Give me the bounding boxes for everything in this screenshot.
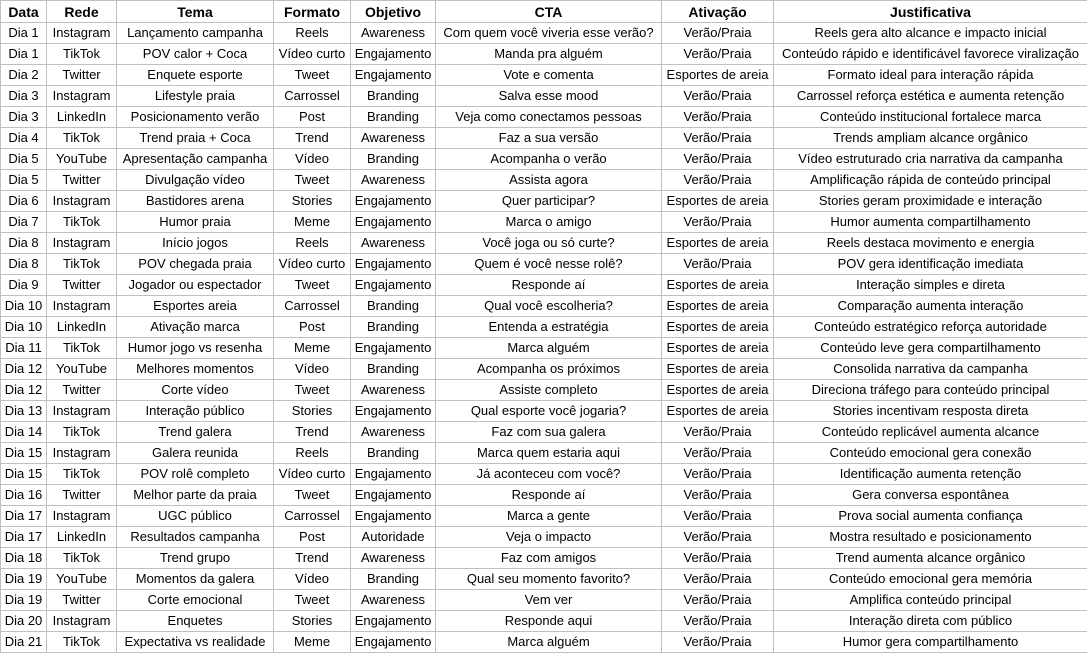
cell-rede[interactable]: YouTube xyxy=(47,149,117,170)
table-row xyxy=(1,191,1087,212)
cell-objetivo[interactable]: Autoridade xyxy=(351,527,436,548)
cell-formato[interactable]: Reels xyxy=(274,233,351,254)
cell-rede[interactable]: TikTok xyxy=(47,632,117,653)
cell-rede[interactable]: Instagram xyxy=(47,86,117,107)
cell-tema[interactable]: Trend praia + Coca xyxy=(117,128,274,149)
cell-cta[interactable]: Acompanha o verão xyxy=(436,149,662,170)
cell-cta[interactable]: Acompanha os próximos xyxy=(436,359,662,380)
table-row xyxy=(1,149,1087,170)
cell-ativacao[interactable]: Verão/Praia xyxy=(662,527,774,548)
cell-formato[interactable]: Vídeo xyxy=(274,149,351,170)
cell-tema[interactable]: Interação público xyxy=(117,401,274,422)
cell-data[interactable]: Dia 1 xyxy=(1,44,47,65)
table-row xyxy=(1,443,1087,464)
cell-formato[interactable]: Trend xyxy=(274,422,351,443)
table-row xyxy=(1,212,1087,233)
cell-rede[interactable]: Twitter xyxy=(47,65,117,86)
cell-data[interactable]: Dia 3 xyxy=(1,86,47,107)
cell-data[interactable]: Dia 15 xyxy=(1,443,47,464)
table-row xyxy=(1,611,1087,632)
cell-cta[interactable]: Marca alguém xyxy=(436,632,662,653)
cell-justificativa[interactable]: Mostra resultado e posicionamento xyxy=(774,527,1087,548)
cell-objetivo[interactable]: Engajamento xyxy=(351,254,436,275)
cell-data[interactable]: Dia 18 xyxy=(1,548,47,569)
cell-formato[interactable]: Vídeo curto xyxy=(274,464,351,485)
table-row xyxy=(1,128,1087,149)
cell-cta[interactable]: Quer participar? xyxy=(436,191,662,212)
header-formato: Formato xyxy=(274,1,351,23)
cell-tema[interactable]: POV chegada praia xyxy=(117,254,274,275)
cell-ativacao[interactable]: Verão/Praia xyxy=(662,611,774,632)
cell-justificativa[interactable]: Humor aumenta compartilhamento xyxy=(774,212,1087,233)
cell-objetivo[interactable]: Engajamento xyxy=(351,401,436,422)
cell-justificativa[interactable]: Humor gera compartilhamento xyxy=(774,632,1087,653)
cell-justificativa[interactable]: Carrossel reforça estética e aumenta retenção xyxy=(774,86,1087,107)
cell-justificativa[interactable]: Vídeo estruturado cria narrativa da campanha xyxy=(774,149,1087,170)
cell-objetivo[interactable]: Branding xyxy=(351,569,436,590)
cell-data[interactable]: Dia 3 xyxy=(1,107,47,128)
header-justificativa: Justificativa xyxy=(774,1,1087,23)
cell-justificativa[interactable]: Conteúdo emocional gera memória xyxy=(774,569,1087,590)
cell-objetivo[interactable]: Awareness xyxy=(351,170,436,191)
cell-data[interactable]: Dia 17 xyxy=(1,527,47,548)
cell-formato[interactable]: Vídeo xyxy=(274,359,351,380)
cell-objetivo[interactable]: Engajamento xyxy=(351,65,436,86)
cell-tema[interactable]: Corte vídeo xyxy=(117,380,274,401)
cell-cta[interactable]: Qual você escolheria? xyxy=(436,296,662,317)
cell-cta[interactable]: Qual seu momento favorito? xyxy=(436,569,662,590)
cell-objetivo[interactable]: Awareness xyxy=(351,380,436,401)
table-row xyxy=(1,422,1087,443)
cell-ativacao[interactable]: Esportes de areia xyxy=(662,65,774,86)
cell-data[interactable]: Dia 2 xyxy=(1,65,47,86)
cell-tema[interactable]: Enquete esporte xyxy=(117,65,274,86)
cell-data[interactable]: Dia 5 xyxy=(1,149,47,170)
cell-rede[interactable]: Twitter xyxy=(47,170,117,191)
cell-cta[interactable]: Veja como conectamos pessoas xyxy=(436,107,662,128)
cell-formato[interactable]: Meme xyxy=(274,212,351,233)
cell-rede[interactable]: Instagram xyxy=(47,233,117,254)
cell-cta[interactable]: Responde aí xyxy=(436,275,662,296)
table-row xyxy=(1,170,1087,191)
cell-tema[interactable]: Enquetes xyxy=(117,611,274,632)
cell-objetivo[interactable]: Branding xyxy=(351,359,436,380)
cell-rede[interactable]: Twitter xyxy=(47,485,117,506)
cell-ativacao[interactable]: Esportes de areia xyxy=(662,359,774,380)
cell-tema[interactable]: Lifestyle praia xyxy=(117,86,274,107)
cell-tema[interactable]: Resultados campanha xyxy=(117,527,274,548)
cell-objetivo[interactable]: Awareness xyxy=(351,422,436,443)
cell-justificativa[interactable]: Prova social aumenta confiança xyxy=(774,506,1087,527)
cell-justificativa[interactable]: Conteúdo rápido e identificável favorece viralização xyxy=(774,44,1087,65)
cell-cta[interactable]: Quem é você nesse rolê? xyxy=(436,254,662,275)
cell-data[interactable]: Dia 14 xyxy=(1,422,47,443)
cell-formato[interactable]: Carrossel xyxy=(274,506,351,527)
cell-objetivo[interactable]: Awareness xyxy=(351,548,436,569)
cell-formato[interactable]: Tweet xyxy=(274,275,351,296)
cell-tema[interactable]: Ativação marca xyxy=(117,317,274,338)
cell-objetivo[interactable]: Engajamento xyxy=(351,485,436,506)
cell-justificativa[interactable]: Reels destaca movimento e energia xyxy=(774,233,1087,254)
cell-tema[interactable]: Momentos da galera xyxy=(117,569,274,590)
cell-ativacao[interactable]: Esportes de areia xyxy=(662,233,774,254)
cell-rede[interactable]: LinkedIn xyxy=(47,107,117,128)
cell-tema[interactable]: Trend grupo xyxy=(117,548,274,569)
cell-cta[interactable]: Vem ver xyxy=(436,590,662,611)
cell-data[interactable]: Dia 9 xyxy=(1,275,47,296)
cell-formato[interactable]: Reels xyxy=(274,23,351,44)
cell-objetivo[interactable]: Branding xyxy=(351,317,436,338)
table-row xyxy=(1,464,1087,485)
cell-tema[interactable]: Lançamento campanha xyxy=(117,23,274,44)
cell-objetivo[interactable]: Engajamento xyxy=(351,275,436,296)
header-objetivo: Objetivo xyxy=(351,1,436,23)
table-row xyxy=(1,380,1087,401)
cell-ativacao[interactable]: Verão/Praia xyxy=(662,212,774,233)
cell-objetivo[interactable]: Engajamento xyxy=(351,506,436,527)
cell-rede[interactable]: TikTok xyxy=(47,548,117,569)
cell-cta[interactable]: Assista agora xyxy=(436,170,662,191)
cell-tema[interactable]: Humor praia xyxy=(117,212,274,233)
cell-formato[interactable]: Trend xyxy=(274,548,351,569)
cell-ativacao[interactable]: Verão/Praia xyxy=(662,422,774,443)
cell-data[interactable]: Dia 5 xyxy=(1,170,47,191)
cell-rede[interactable]: TikTok xyxy=(47,422,117,443)
cell-objetivo[interactable]: Awareness xyxy=(351,233,436,254)
cell-justificativa[interactable]: Comparação aumenta interação xyxy=(774,296,1087,317)
cell-data[interactable]: Dia 6 xyxy=(1,191,47,212)
cell-formato[interactable]: Stories xyxy=(274,191,351,212)
header-tema: Tema xyxy=(117,1,274,23)
cell-justificativa[interactable]: Interação simples e direta xyxy=(774,275,1087,296)
cell-cta[interactable]: Veja o impacto xyxy=(436,527,662,548)
cell-cta[interactable]: Marca alguém xyxy=(436,338,662,359)
cell-tema[interactable]: Início jogos xyxy=(117,233,274,254)
cell-ativacao[interactable]: Verão/Praia xyxy=(662,149,774,170)
cell-formato[interactable]: Tweet xyxy=(274,65,351,86)
table-row xyxy=(1,107,1087,128)
cell-objetivo[interactable]: Engajamento xyxy=(351,212,436,233)
cell-ativacao[interactable]: Esportes de areia xyxy=(662,317,774,338)
table-row xyxy=(1,590,1087,611)
cell-ativacao[interactable]: Verão/Praia xyxy=(662,485,774,506)
cell-cta[interactable]: Responde aí xyxy=(436,485,662,506)
cell-tema[interactable]: Galera reunida xyxy=(117,443,274,464)
cell-data[interactable]: Dia 19 xyxy=(1,569,47,590)
cell-tema[interactable]: Melhores momentos xyxy=(117,359,274,380)
cell-formato[interactable]: Tweet xyxy=(274,485,351,506)
cell-rede[interactable]: Twitter xyxy=(47,380,117,401)
cell-data[interactable]: Dia 8 xyxy=(1,233,47,254)
cell-tema[interactable]: Esportes areia xyxy=(117,296,274,317)
cell-formato[interactable]: Tweet xyxy=(274,170,351,191)
cell-objetivo[interactable]: Branding xyxy=(351,107,436,128)
cell-data[interactable]: Dia 12 xyxy=(1,380,47,401)
cell-tema[interactable]: Expectativa vs realidade xyxy=(117,632,274,653)
cell-justificativa[interactable]: Consolida narrativa da campanha xyxy=(774,359,1087,380)
cell-data[interactable]: Dia 15 xyxy=(1,464,47,485)
cell-objetivo[interactable]: Branding xyxy=(351,86,436,107)
cell-data[interactable]: Dia 4 xyxy=(1,128,47,149)
cell-cta[interactable]: Qual esporte você jogaria? xyxy=(436,401,662,422)
table-row xyxy=(1,359,1087,380)
cell-data[interactable]: Dia 19 xyxy=(1,590,47,611)
cell-rede[interactable]: Instagram xyxy=(47,611,117,632)
cell-tema[interactable]: POV rolê completo xyxy=(117,464,274,485)
header-data: Data xyxy=(1,1,47,23)
cell-data[interactable]: Dia 21 xyxy=(1,632,47,653)
cell-cta[interactable]: Vote e comenta xyxy=(436,65,662,86)
cell-tema[interactable]: UGC público xyxy=(117,506,274,527)
cell-rede[interactable]: YouTube xyxy=(47,359,117,380)
header-row xyxy=(1,1,1087,23)
cell-cta[interactable]: Marca quem estaria aqui xyxy=(436,443,662,464)
cell-cta[interactable]: Você joga ou só curte? xyxy=(436,233,662,254)
table-row xyxy=(1,296,1087,317)
cell-rede[interactable]: Instagram xyxy=(47,401,117,422)
cell-objetivo[interactable]: Branding xyxy=(351,443,436,464)
cell-tema[interactable]: Divulgação vídeo xyxy=(117,170,274,191)
cell-rede[interactable]: TikTok xyxy=(47,464,117,485)
cell-ativacao[interactable]: Verão/Praia xyxy=(662,506,774,527)
cell-tema[interactable]: Bastidores arena xyxy=(117,191,274,212)
cell-formato[interactable]: Post xyxy=(274,527,351,548)
cell-justificativa[interactable]: Conteúdo leve gera compartilhamento xyxy=(774,338,1087,359)
cell-data[interactable]: Dia 16 xyxy=(1,485,47,506)
cell-cta[interactable]: Assiste completo xyxy=(436,380,662,401)
cell-data[interactable]: Dia 1 xyxy=(1,23,47,44)
cell-data[interactable]: Dia 7 xyxy=(1,212,47,233)
cell-formato[interactable]: Tweet xyxy=(274,590,351,611)
cell-ativacao[interactable]: Verão/Praia xyxy=(662,170,774,191)
cell-tema[interactable]: Posicionamento verão xyxy=(117,107,274,128)
cell-rede[interactable]: TikTok xyxy=(47,254,117,275)
cell-objetivo[interactable]: Engajamento xyxy=(351,191,436,212)
cell-objetivo[interactable]: Awareness xyxy=(351,590,436,611)
cell-formato[interactable]: Post xyxy=(274,107,351,128)
cell-ativacao[interactable]: Esportes de areia xyxy=(662,275,774,296)
cell-justificativa[interactable]: Stories geram proximidade e interação xyxy=(774,191,1087,212)
cell-ativacao[interactable]: Verão/Praia xyxy=(662,632,774,653)
table-row xyxy=(1,338,1087,359)
cell-ativacao[interactable]: Verão/Praia xyxy=(662,86,774,107)
cell-formato[interactable]: Meme xyxy=(274,632,351,653)
header-rede: Rede xyxy=(47,1,117,23)
cell-formato[interactable]: Vídeo curto xyxy=(274,254,351,275)
cell-rede[interactable]: TikTok xyxy=(47,128,117,149)
cell-formato[interactable]: Tweet xyxy=(274,380,351,401)
table-row xyxy=(1,317,1087,338)
cell-data[interactable]: Dia 8 xyxy=(1,254,47,275)
cell-justificativa[interactable]: Trend aumenta alcance orgânico xyxy=(774,548,1087,569)
cell-justificativa[interactable]: POV gera identificação imediata xyxy=(774,254,1087,275)
table-row xyxy=(1,44,1087,65)
cell-ativacao[interactable]: Verão/Praia xyxy=(662,464,774,485)
cell-justificativa[interactable]: Amplificação rápida de conteúdo principal xyxy=(774,170,1087,191)
cell-formato[interactable]: Meme xyxy=(274,338,351,359)
table-row xyxy=(1,65,1087,86)
cell-formato[interactable]: Carrossel xyxy=(274,86,351,107)
cell-tema[interactable]: Melhor parte da praia xyxy=(117,485,274,506)
cell-justificativa[interactable]: Formato ideal para interação rápida xyxy=(774,65,1087,86)
cell-justificativa[interactable]: Conteúdo institucional fortalece marca xyxy=(774,107,1087,128)
cell-objetivo[interactable]: Engajamento xyxy=(351,338,436,359)
cell-ativacao[interactable]: Verão/Praia xyxy=(662,107,774,128)
cell-tema[interactable]: Trend galera xyxy=(117,422,274,443)
table-row xyxy=(1,569,1087,590)
cell-justificativa[interactable]: Reels gera alto alcance e impacto inicial xyxy=(774,23,1087,44)
cell-ativacao[interactable]: Esportes de areia xyxy=(662,338,774,359)
cell-cta[interactable]: Salva esse mood xyxy=(436,86,662,107)
cell-rede[interactable]: Instagram xyxy=(47,443,117,464)
cell-objetivo[interactable]: Engajamento xyxy=(351,611,436,632)
cell-ativacao[interactable]: Verão/Praia xyxy=(662,569,774,590)
cell-formato[interactable]: Trend xyxy=(274,128,351,149)
table-row xyxy=(1,548,1087,569)
cell-ativacao[interactable]: Verão/Praia xyxy=(662,254,774,275)
cell-ativacao[interactable]: Verão/Praia xyxy=(662,23,774,44)
table-row xyxy=(1,275,1087,296)
cell-cta[interactable]: Com quem você viveria esse verão? xyxy=(436,23,662,44)
table-row xyxy=(1,632,1087,653)
cell-formato[interactable]: Post xyxy=(274,317,351,338)
cell-justificativa[interactable]: Conteúdo emocional gera conexão xyxy=(774,443,1087,464)
cell-data[interactable]: Dia 20 xyxy=(1,611,47,632)
table-row xyxy=(1,233,1087,254)
cell-tema[interactable]: Apresentação campanha xyxy=(117,149,274,170)
table-body xyxy=(1,23,1087,653)
cell-rede[interactable]: Instagram xyxy=(47,506,117,527)
cell-rede[interactable]: TikTok xyxy=(47,212,117,233)
cell-tema[interactable]: POV calor + Coca xyxy=(117,44,274,65)
cell-objetivo[interactable]: Engajamento xyxy=(351,464,436,485)
table-row xyxy=(1,401,1087,422)
cell-objetivo[interactable]: Branding xyxy=(351,149,436,170)
cell-justificativa[interactable]: Conteúdo replicável aumenta alcance xyxy=(774,422,1087,443)
cell-formato[interactable]: Carrossel xyxy=(274,296,351,317)
table-row xyxy=(1,86,1087,107)
cell-ativacao[interactable]: Verão/Praia xyxy=(662,443,774,464)
cell-rede[interactable]: Twitter xyxy=(47,590,117,611)
cell-justificativa[interactable]: Stories incentivam resposta direta xyxy=(774,401,1087,422)
cell-formato[interactable]: Stories xyxy=(274,611,351,632)
cell-justificativa[interactable]: Trends ampliam alcance orgânico xyxy=(774,128,1087,149)
cell-ativacao[interactable]: Verão/Praia xyxy=(662,548,774,569)
cell-ativacao[interactable]: Verão/Praia xyxy=(662,590,774,611)
cell-ativacao[interactable]: Esportes de areia xyxy=(662,401,774,422)
cell-justificativa[interactable]: Amplifica conteúdo principal xyxy=(774,590,1087,611)
cell-cta[interactable]: Responde aqui xyxy=(436,611,662,632)
cell-ativacao[interactable]: Esportes de areia xyxy=(662,191,774,212)
cell-data[interactable]: Dia 10 xyxy=(1,317,47,338)
cell-objetivo[interactable]: Engajamento xyxy=(351,44,436,65)
cell-data[interactable]: Dia 17 xyxy=(1,506,47,527)
cell-rede[interactable]: LinkedIn xyxy=(47,317,117,338)
cell-objetivo[interactable]: Branding xyxy=(351,296,436,317)
cell-justificativa[interactable]: Interação direta com público xyxy=(774,611,1087,632)
cell-tema[interactable]: Jogador ou espectador xyxy=(117,275,274,296)
cell-formato[interactable]: Stories xyxy=(274,401,351,422)
cell-rede[interactable]: Instagram xyxy=(47,296,117,317)
cell-data[interactable]: Dia 13 xyxy=(1,401,47,422)
cell-objetivo[interactable]: Awareness xyxy=(351,128,436,149)
cell-tema[interactable]: Humor jogo vs resenha xyxy=(117,338,274,359)
cell-rede[interactable]: Instagram xyxy=(47,23,117,44)
cell-tema[interactable]: Corte emocional xyxy=(117,590,274,611)
cell-rede[interactable]: TikTok xyxy=(47,44,117,65)
cell-data[interactable]: Dia 12 xyxy=(1,359,47,380)
cell-rede[interactable]: Instagram xyxy=(47,191,117,212)
table-row xyxy=(1,485,1087,506)
cell-ativacao[interactable]: Verão/Praia xyxy=(662,128,774,149)
cell-formato[interactable]: Vídeo xyxy=(274,569,351,590)
table-row xyxy=(1,527,1087,548)
cell-data[interactable]: Dia 11 xyxy=(1,338,47,359)
cell-cta[interactable]: Já aconteceu com você? xyxy=(436,464,662,485)
cell-rede[interactable]: TikTok xyxy=(47,338,117,359)
cell-justificativa[interactable]: Gera conversa espontânea xyxy=(774,485,1087,506)
cell-objetivo[interactable]: Engajamento xyxy=(351,632,436,653)
table-row xyxy=(1,23,1087,44)
cell-ativacao[interactable]: Esportes de areia xyxy=(662,380,774,401)
header-ativacao: Ativação xyxy=(662,1,774,23)
cell-justificativa[interactable]: Identificação aumenta retenção xyxy=(774,464,1087,485)
cell-cta[interactable]: Faz com amigos xyxy=(436,548,662,569)
cell-cta[interactable]: Faz com sua galera xyxy=(436,422,662,443)
cell-formato[interactable]: Reels xyxy=(274,443,351,464)
cell-cta[interactable]: Manda pra alguém xyxy=(436,44,662,65)
cell-rede[interactable]: Twitter xyxy=(47,275,117,296)
header-cta: CTA xyxy=(436,1,662,23)
table-row xyxy=(1,254,1087,275)
cell-rede[interactable]: LinkedIn xyxy=(47,527,117,548)
cell-formato[interactable]: Vídeo curto xyxy=(274,44,351,65)
table-row xyxy=(1,506,1087,527)
cell-rede[interactable]: YouTube xyxy=(47,569,117,590)
cell-cta[interactable]: Faz a sua versão xyxy=(436,128,662,149)
cell-objetivo[interactable]: Awareness xyxy=(351,23,436,44)
cell-ativacao[interactable]: Esportes de areia xyxy=(662,296,774,317)
cell-cta[interactable]: Entenda a estratégia xyxy=(436,317,662,338)
cell-cta[interactable]: Marca a gente xyxy=(436,506,662,527)
cell-data[interactable]: Dia 10 xyxy=(1,296,47,317)
cell-cta[interactable]: Marca o amigo xyxy=(436,212,662,233)
cell-justificativa[interactable]: Conteúdo estratégico reforça autoridade xyxy=(774,317,1087,338)
cell-ativacao[interactable]: Verão/Praia xyxy=(662,44,774,65)
cell-justificativa[interactable]: Direciona tráfego para conteúdo principal xyxy=(774,380,1087,401)
